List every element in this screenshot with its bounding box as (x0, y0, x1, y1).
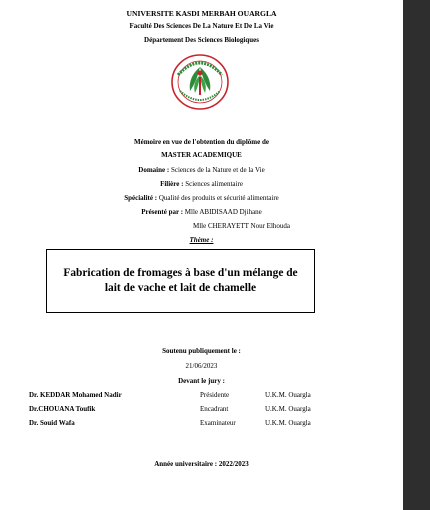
jury-row (0, 419, 403, 431)
filiere-line (0, 180, 403, 188)
specialite-label: Spécialité : (124, 194, 158, 202)
presente-value-2: Mlle CHERAYETT Nour Elhouda (192, 222, 291, 230)
specialite-value: Qualité des produits et sécurité alimentaire (157, 194, 279, 202)
filiere-label: Filière : (160, 180, 184, 188)
presente-value-1: Mlle ABIDISAAD Djihane (183, 208, 262, 216)
theme-box (46, 249, 315, 313)
jury-role: Présidente (200, 391, 230, 399)
university-name: UNIVERSITE KASDI MERBAH OUARGLA (126, 9, 277, 18)
jury-name: Dr.CHOUANA Toufik (29, 405, 96, 413)
filiere-value: Sciences alimentaire (183, 180, 243, 188)
jury-name: Dr. Souid Wafa (29, 419, 75, 427)
domaine-line (0, 166, 403, 174)
degree-title: MASTER ACADEMIQUE (161, 151, 242, 159)
theme-label: Thème : (189, 236, 214, 244)
presente-line (0, 208, 403, 216)
jury-name: Dr. KEDDAR Mohamed Nadir (29, 391, 122, 399)
jury-label: Devant le jury : (178, 377, 225, 385)
soutenu-label: Soutenu publiquement le : (162, 347, 241, 355)
jury-institution: U.K.M. Ouargla (265, 419, 311, 427)
jury-row (0, 405, 403, 417)
memoire-line: Mémoire en vue de l'obtention du diplôme de (133, 138, 269, 146)
defense-date: 21/06/2023 (185, 362, 218, 370)
jury-institution: U.K.M. Ouargla (265, 391, 311, 399)
presente-line-2 (40, 222, 403, 230)
jury-institution: U.K.M. Ouargla (265, 405, 311, 413)
jury-role: Encadrant (200, 405, 229, 413)
jury-role: Examinateur (200, 419, 236, 427)
faculty-name: Faculté Des Sciences De La Nature Et De La Vie (129, 22, 274, 30)
university-logo (170, 53, 230, 111)
domaine-label: Domaine : (138, 166, 170, 174)
presente-label: Présenté par : (141, 208, 184, 216)
viewer-background (403, 0, 430, 510)
domaine-value: Sciences de la Nature et de la Vie (169, 166, 265, 174)
department-name: Département Des Sciences Biologiques (144, 36, 259, 44)
academic-year: Année universitaire : 2022/2023 (154, 460, 249, 468)
jury-row (0, 391, 403, 403)
specialite-line (0, 194, 403, 202)
thesis-title: Fabrication de fromages à base d'un mélange de lait de vache et lait de chamelle (63, 267, 298, 294)
